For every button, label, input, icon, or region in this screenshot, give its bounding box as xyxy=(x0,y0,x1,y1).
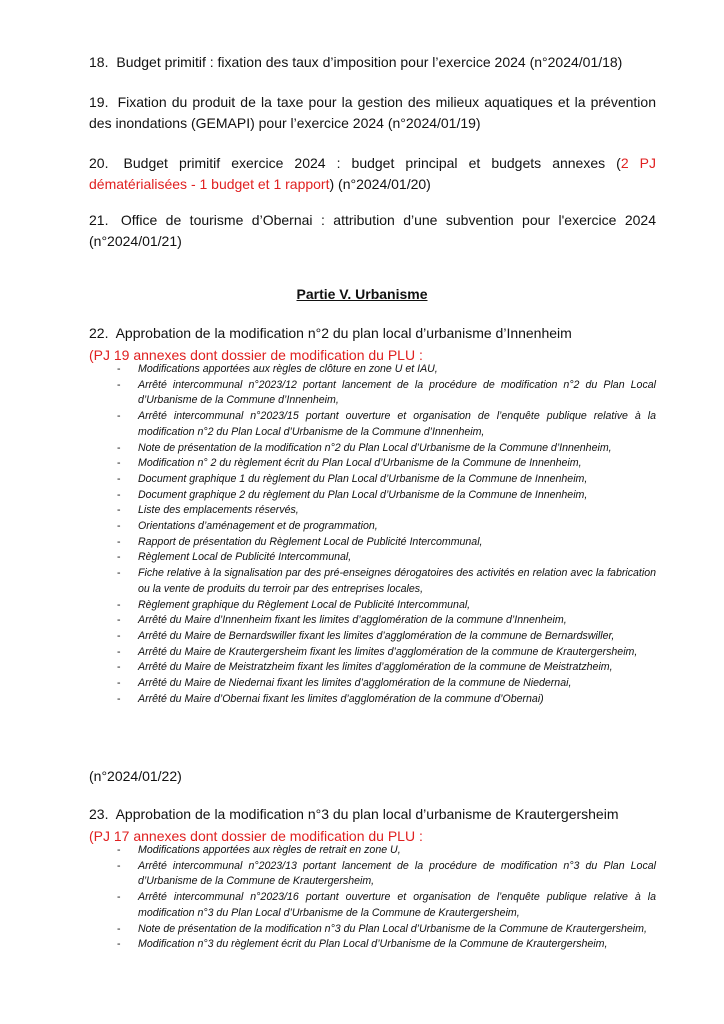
annex-item: - Règlement graphique du Règlement Local de Publicité Intercommunal, xyxy=(117,598,656,614)
item-text: Approbation de la modification n°2 du plan local d’urbanisme d’Innenheim xyxy=(115,325,572,341)
annex-list-22 xyxy=(117,362,656,707)
attachment-note: 2 PJ dématérialisées - 1 budget et 1 rapport xyxy=(89,155,657,192)
annex-item: - Modifications apportées aux règles de retrait en zone U, xyxy=(117,843,656,859)
annex-item: - Arrêté du Maire de Bernardswiller fixant les limites d’agglomération de la commune de Bernardswiller, xyxy=(117,629,656,645)
annex-item: - Arrêté du Maire de Meistratzheim fixant les limites d’agglomération de la commune de Meistratzheim, xyxy=(117,660,656,676)
annex-item: - Note de présentation de la modification n°3 du Plan Local d’Urbanisme de la Commune de Krautergersheim, xyxy=(117,922,656,938)
annex-item: - Arrêté intercommunal n°2023/15 portant ouverture et organisation de l’enquête publique relative à la modification n°2 du Plan Local d’Urbanisme de la Commune d’Innenheim, xyxy=(117,409,656,440)
annex-list-23 xyxy=(117,843,656,953)
annex-item: - Rapport de présentation du Règlement Local de Publicité Intercommunal, xyxy=(117,535,656,551)
item-text: Budget primitif : fixation des taux d’imposition pour l’exercice 2024 (n°2024/01/18) xyxy=(116,54,623,70)
annex-item: - Modification n° 2 du règlement écrit du Plan Local d’Urbanisme de la Commune de Innenheim, xyxy=(117,456,656,472)
agenda-item-21 xyxy=(89,210,656,252)
annex-item: - Arrêté intercommunal n°2023/12 portant lancement de la procédure de modification n°2 du Plan Local d’Urbanisme de la Commune d’Innenheim, xyxy=(117,378,656,409)
annex-item: - Orientations d’aménagement et de programmation, xyxy=(117,519,656,535)
annex-item: - Document graphique 1 du règlement du Plan Local d’Urbanisme de la Commune de Innenheim, xyxy=(117,472,656,488)
item-reference: (n°2024/01/22) xyxy=(89,768,182,784)
annex-item: - Arrêté du Maire d’Obernai fixant les limites d’agglomération de la commune d’Obernai) xyxy=(117,692,656,708)
agenda-item-22 xyxy=(89,323,656,344)
annex-intro: (PJ 19 annexes dont dossier de modification du PLU : xyxy=(89,347,423,363)
annex-item: - Modifications apportées aux règles de clôture en zone U et IAU, xyxy=(117,362,656,378)
item-text: Approbation de la modification n°3 du plan local d’urbanisme de Krautergersheim xyxy=(115,806,619,822)
annex-item: - Liste des emplacements réservés, xyxy=(117,503,656,519)
annex-item: - Document graphique 2 du règlement du Plan Local d’Urbanisme de la Commune de Innenheim, xyxy=(117,488,656,504)
annex-item: - Arrêté intercommunal n°2023/16 portant ouverture et organisation de l’enquête publique relative à la modification n°3 du Plan Local d’Urbanisme de la Commune de Krautergersheim, xyxy=(117,890,656,921)
item-number: 20. xyxy=(89,155,109,171)
agenda-item-18 xyxy=(89,52,656,73)
item-number: 21. xyxy=(89,212,109,228)
agenda-item-20 xyxy=(89,153,656,195)
item-number: 19. xyxy=(89,94,109,110)
annex-item: - Arrêté du Maire de Krautergersheim fixant les limites d’agglomération de la commune de Krautergersheim, xyxy=(117,645,656,661)
annex-intro: (PJ 17 annexes dont dossier de modification du PLU : xyxy=(89,828,423,844)
item-text-suffix: ) (n°2024/01/20) xyxy=(329,176,431,192)
annex-item: - Arrêté du Maire de Niedernai fixant les limites d’agglomération de la commune de Niedernai, xyxy=(117,676,656,692)
item-number: 23. xyxy=(89,806,109,822)
annex-item: - Note de présentation de la modification n°2 du Plan Local d’Urbanisme de la Commune d’Innenheim, xyxy=(117,441,656,457)
item-number: 22. xyxy=(89,325,109,341)
item-text: Office de tourisme d’Obernai : attribution d’une subvention pour l'exercice 2024 (n°2024/01/21) xyxy=(89,212,657,249)
annex-item: - Modification n°3 du règlement écrit du Plan Local d’Urbanisme de la Commune de Krautergersheim, xyxy=(117,937,656,953)
annex-item: - Règlement Local de Publicité Intercommunal, xyxy=(117,550,656,566)
agenda-item-23 xyxy=(89,804,656,825)
item-number: 18. xyxy=(89,54,109,70)
item-text: Fixation du produit de la taxe pour la gestion des milieux aquatiques et la prévention des inondations (GEMAPI) pour l’exercice 2024 (n°2024/01/19) xyxy=(89,94,656,131)
annex-item: - Arrêté intercommunal n°2023/13 portant lancement de la procédure de modification n°3 du Plan Local d’Urbanisme de la Commune de Krautergersheim, xyxy=(117,859,656,890)
item-text: Budget primitif exercice 2024 : budget principal et budgets annexes ( xyxy=(123,155,621,171)
annex-item: - Arrêté du Maire d’Innenheim fixant les limites d’agglomération de la commune d’Innenheim, xyxy=(117,613,656,629)
agenda-item-19 xyxy=(89,92,656,134)
section-heading: Partie V. Urbanisme xyxy=(296,286,428,302)
annex-item: - Fiche relative à la signalisation par des pré-enseignes dérogatoires des activités en relation avec la fabrication ou la vente de produits du terroir par des entreprises locales, xyxy=(117,566,656,597)
